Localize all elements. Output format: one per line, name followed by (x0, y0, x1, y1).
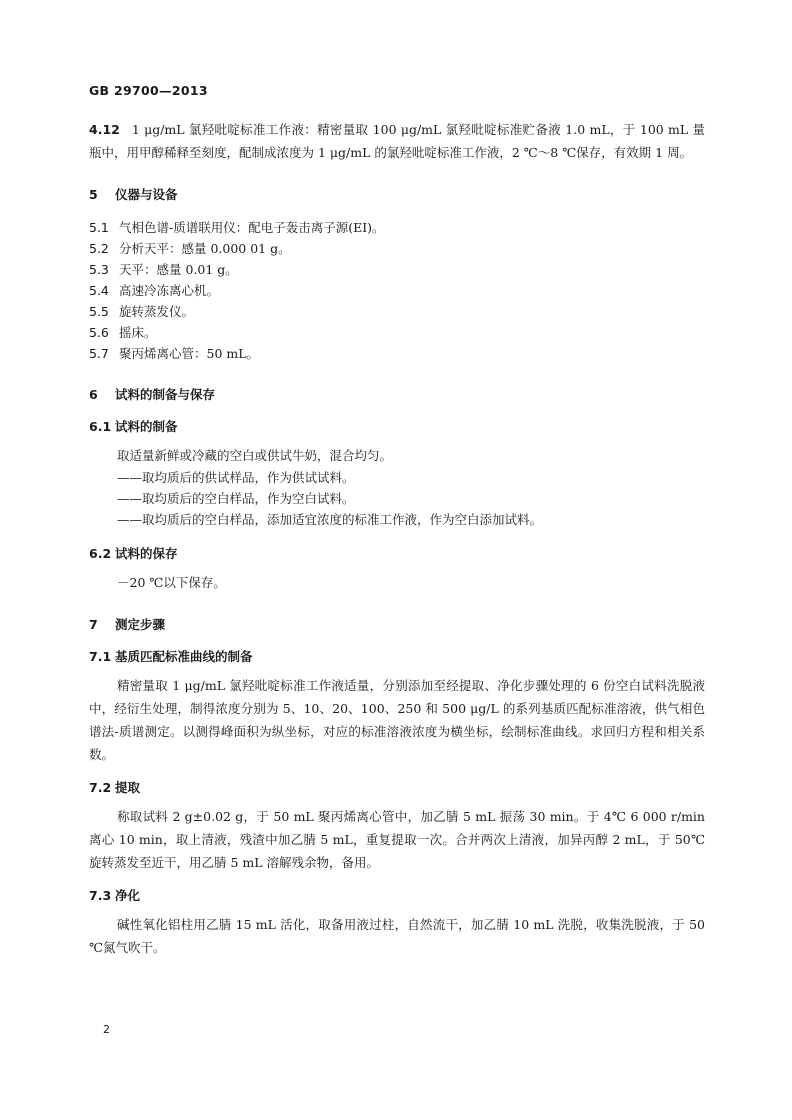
paragraph: －20 ℃以下保存。 (117, 575, 226, 590)
list-item (89, 217, 705, 238)
subsection-7-1-heading (89, 647, 705, 667)
subsection-title: 试料的保存 (115, 546, 178, 561)
subsection-6-1-heading (89, 417, 705, 437)
paragraph: 取适量新鲜或冷藏的空白或供试牛奶，混合均匀。 (117, 448, 393, 463)
item-text: 聚丙烯离心管：50 mL。 (119, 346, 260, 361)
subsection-title: 净化 (115, 888, 141, 903)
item-text: 天平：感量 0.01 g。 (119, 262, 238, 277)
section-title: 仪器与设备 (115, 187, 178, 202)
subsection-7-2-heading (89, 778, 705, 798)
subsection-number: 7.3 (89, 888, 112, 903)
section-7-heading (89, 615, 705, 635)
item-text: 气相色谱-质谱联用仪：配电子轰击离子源(EI)。 (119, 220, 385, 235)
list-item (89, 301, 705, 322)
clause-text: 1 μg/mL 氯羟吡啶标准工作液：精密量取 100 μg/mL 氯羟吡啶标准贮备液 1.0 mL，于 100 mL 量瓶中，用甲醇稀释至刻度，配制成浓度为 1 μg/mL 的氯羟吡啶标准工作液，2 ℃～8 ℃保存，有效期 1 周。 (89, 122, 705, 160)
paragraph: 精密量取 1 μg/mL 氯羟吡啶标准工作液适量，分别添加至经提取、净化步骤处理的 6 份空白试料洗脱液中，经衍生处理，制得浓度分别为 5、10、20、100、250 和 500 μg/L 的系列基质匹配标准溶液，供气相色谱法-质谱测定。以测得峰面积为纵坐标，对应的标准溶液浓度为横坐标，绘制标准曲线。求回归方程和相关系数。 (89, 678, 705, 762)
item-text: 高速冷冻离心机。 (119, 283, 220, 298)
item-number: 5.4 (89, 283, 109, 298)
list-item (89, 322, 705, 343)
list-item (89, 343, 705, 364)
subsection-6-2-heading (89, 544, 705, 564)
list-item (89, 280, 705, 301)
item-text: 旋转蒸发仪。 (119, 304, 195, 319)
section-title: 测定步骤 (115, 617, 166, 632)
subsection-number: 6.1 (89, 419, 112, 434)
clause-4-12 (89, 118, 705, 164)
item-number: 5.2 (89, 241, 109, 256)
paragraph: 称取试料 2 g±0.02 g，于 50 mL 聚丙烯离心管中，加乙腈 5 mL 振荡 30 min。于 4℃ 6 000 r/min 离心 10 min，取上清液，残渣中加乙腈 5 mL，重复提取一次。合并两次上清液，加异丙醇 2 mL，于 50℃ 旋转蒸发至近干，用乙腈 5 mL 溶解残余物，备用。 (89, 809, 705, 870)
dash-item: ——取均质后的空白样品，添加适宜浓度的标准工作液，作为空白添加试料。 (117, 512, 543, 527)
standard-code-header: GB 29700—2013 (89, 83, 208, 98)
subsection-title: 基质匹配标准曲线的制备 (115, 649, 253, 664)
section-number: 5 (89, 187, 98, 202)
dash-item: ——取均质后的空白样品，作为空白试料。 (117, 491, 355, 506)
clause-number: 4.12 (89, 122, 120, 137)
subsection-number: 7.1 (89, 649, 112, 664)
item-text: 摇床。 (119, 325, 157, 340)
section-title: 试料的制备与保存 (115, 387, 216, 402)
subsection-number: 7.2 (89, 780, 112, 795)
equipment-list (89, 217, 705, 364)
page-content (89, 118, 705, 959)
list-item (89, 259, 705, 280)
section-number: 7 (89, 617, 98, 632)
page-number: 2 (103, 1023, 110, 1036)
item-number: 5.5 (89, 304, 109, 319)
subsection-number: 6.2 (89, 546, 112, 561)
section-6-heading (89, 385, 705, 405)
list-item (89, 238, 705, 259)
paragraph: 碱性氧化铝柱用乙腈 15 mL 活化，取备用液过柱，自然流干，加乙腈 10 mL 洗脱，收集洗脱液，于 50 ℃氮气吹干。 (89, 917, 705, 955)
subsection-title: 提取 (115, 780, 141, 795)
item-text: 分析天平：感量 0.000 01 g。 (119, 241, 291, 256)
item-number: 5.6 (89, 325, 109, 340)
subsection-title: 试料的制备 (115, 419, 178, 434)
item-number: 5.3 (89, 262, 109, 277)
item-number: 5.1 (89, 220, 109, 235)
section-number: 6 (89, 387, 98, 402)
dash-item: ——取均质后的供试样品，作为供试试料。 (117, 470, 355, 485)
section-5-heading (89, 185, 705, 205)
item-number: 5.7 (89, 346, 109, 361)
subsection-7-3-heading (89, 886, 705, 906)
